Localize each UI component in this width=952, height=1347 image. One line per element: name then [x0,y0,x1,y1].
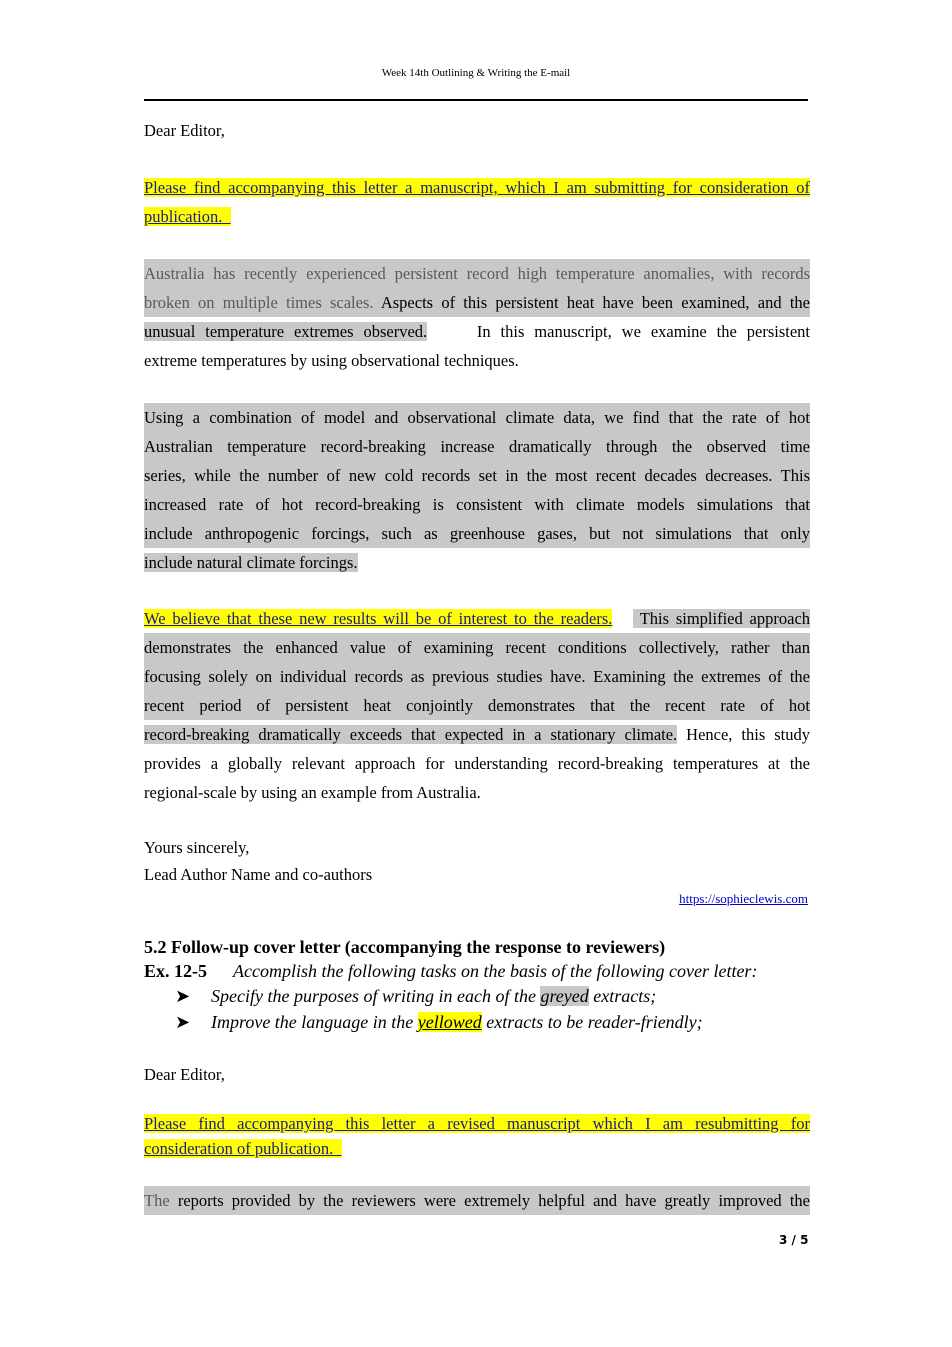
plain-text: In this manuscript, we examine the persistent [476,322,810,341]
greeting: Dear Editor, [144,1065,225,1084]
grey-extract: focusing solely on individual records as previous studies have. Examining the extremes of the [144,662,810,691]
paragraph-4 [144,604,810,807]
grey-extract: Australia has recently experienced persistent record high temperature anomalies, with records [144,264,810,283]
yellow-extract: Please find accompanying this letter a revised manuscript which I am resubmitting for [144,1114,810,1133]
grey-extract: include natural climate forcings. [144,553,358,572]
grey-extract: The [144,1191,170,1210]
signature: Lead Author Name and co-authors [144,865,373,884]
page-header: Week 14th Outlining & Writing the E-mail [381,67,571,79]
page-number: 3 / 5 [779,1233,809,1247]
paragraph-1 [144,173,810,231]
closing: Yours sincerely, [144,838,250,857]
task-bullet: ➤ Specify the purposes of writing in each of the greyed extracts; [175,986,657,1006]
paragraph-2 [144,259,810,375]
website-link[interactable]: https://sophieclewis.com [679,891,808,906]
paragraph-3 [144,403,810,577]
yellow-extract: We believe that these new results will be of interest to the readers. [144,609,613,628]
section-title: 5.2 Follow-up cover letter (accompanying the response to reviewers) [144,937,666,957]
grey-extract: recent period of persistent heat conjointly demonstrates that the recent rate of hot [144,691,810,720]
plain-text: extreme temperatures by using observational techniques. [144,351,519,370]
paragraph-6 [144,1186,810,1215]
exercise-label: Ex. 12-5 [144,961,207,981]
task-bullet: ➤ Improve the language in the yellowed extracts to be reader-friendly; [175,1012,703,1032]
grey-extract: Aspects of this persistent heat have been examined, and the [380,293,810,312]
plain-text: Hence, this study [686,725,810,744]
plain-text: provides a globally relevant approach for understanding record-breaking temperatures at the [144,754,810,773]
yellow-extract: Please find accompanying this letter a manuscript, which I am submitting for consideration of [144,178,810,197]
exercise-line [144,961,757,982]
grey-extract: broken on multiple times scales. [144,293,374,312]
exercise-task: Accomplish the following tasks on the basis of the following cover letter: [233,961,758,981]
greeting: Dear Editor, [144,121,225,140]
arrow-bullet-icon: ➤ [175,986,191,1006]
grey-extract: unusual temperature extremes observed. [144,322,428,341]
grey-extract: This simplified approach [633,609,810,628]
yellowed-marker: yellowed [417,1012,482,1032]
grey-extract: record-breaking dramatically exceeds that expected in a stationary climate. [144,725,678,744]
greyed-marker: greyed [540,986,589,1006]
plain-text: regional-scale by using an example from Australia. [144,783,481,802]
yellow-extract: publication. [144,207,231,226]
arrow-bullet-icon: ➤ [175,1012,191,1032]
grey-extract: Using a combination of model and observational climate data, we find that the rate of hot [144,403,810,432]
grey-extract: Australian temperature record-breaking increase dramatically through the observed time [144,432,810,461]
grey-extract: include anthropogenic forcings, such as greenhouse gases, but not simulations that only [144,519,810,548]
grey-extract: series, while the number of new cold records set in the most recent decades decreases. This [144,461,810,490]
grey-extract: increased rate of hot record-breaking is consistent with climate models simulations that [144,490,810,519]
paragraph-5 [144,1111,810,1161]
header-rule [144,99,808,101]
grey-extract: reports provided by the reviewers were extremely helpful and have greatly improved the [177,1191,810,1210]
yellow-extract: consideration of publication. [144,1139,342,1158]
grey-extract: demonstrates the enhanced value of examining recent conditions collectively, rather than [144,633,810,662]
